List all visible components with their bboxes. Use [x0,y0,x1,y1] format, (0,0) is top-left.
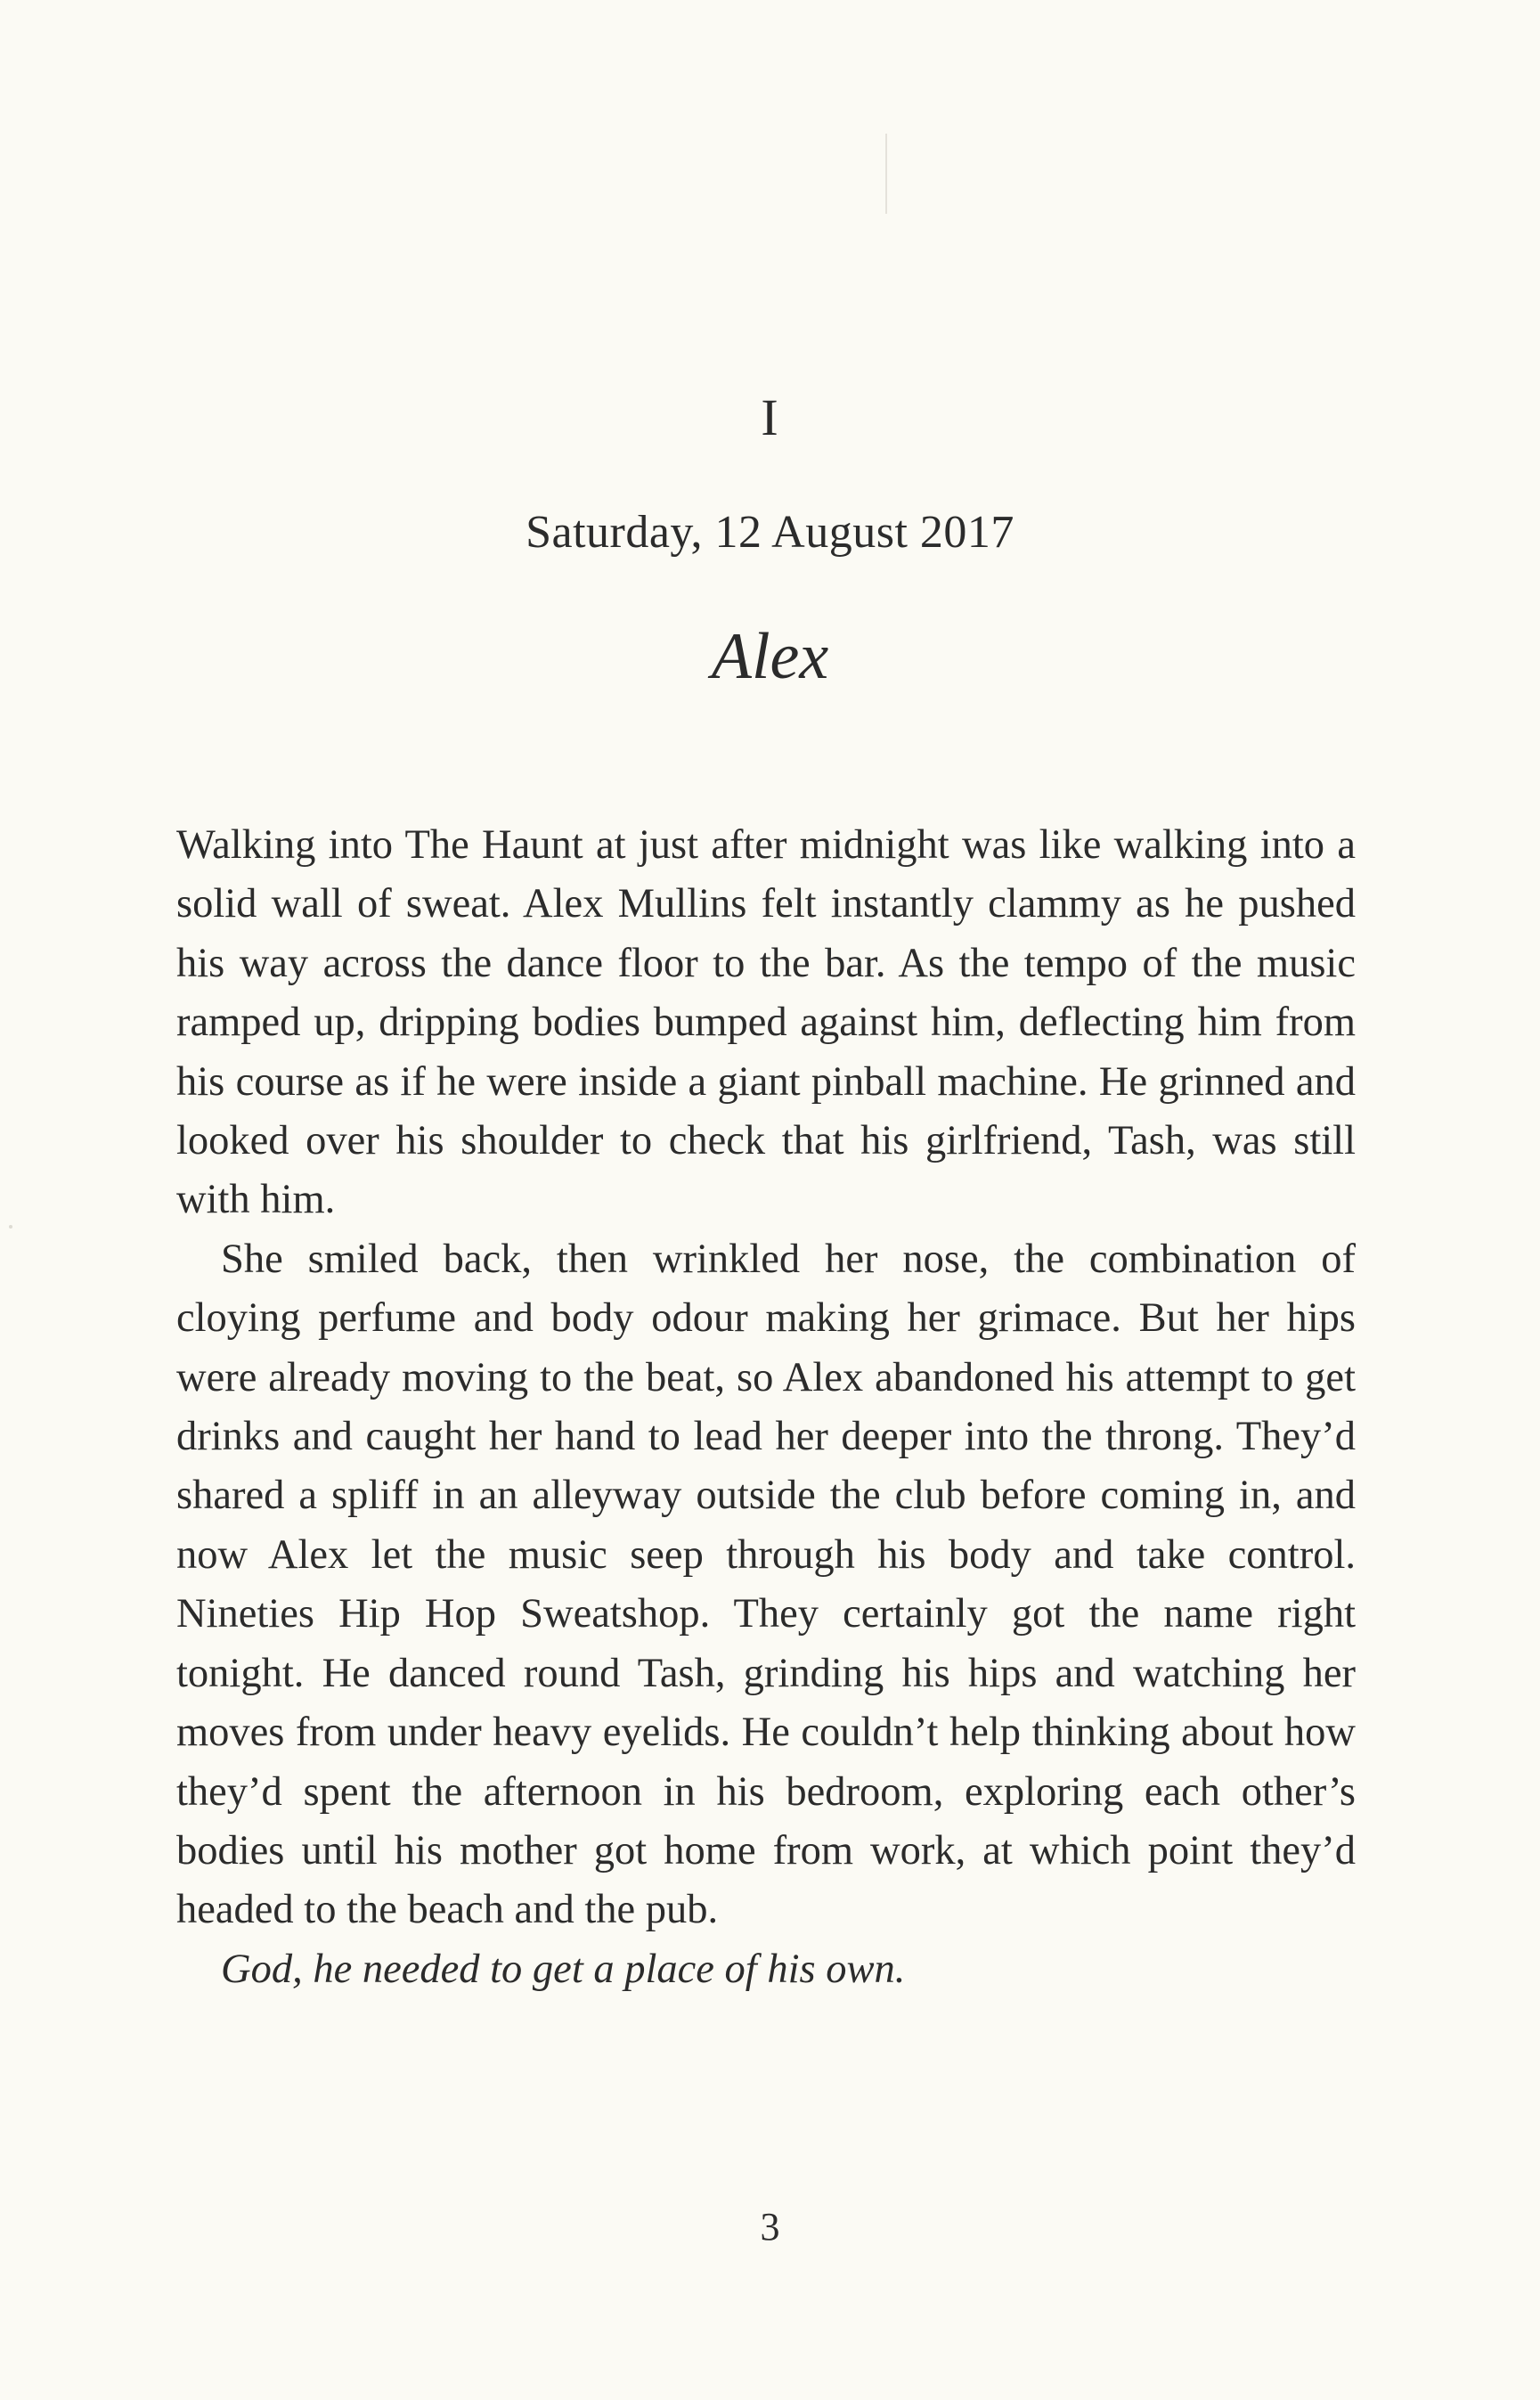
page-number: 3 [760,2205,780,2249]
italic-thought: God, he needed to get a place of his own. [221,1946,906,1992]
chapter-character-name: Alex [711,620,829,693]
scan-mark [9,1225,12,1229]
chapter-number: I [761,388,779,446]
chapter-date: Saturday, 12 August 2017 [526,507,1014,558]
paragraph: Walking into The Haunt at just after midnight was like walking into a solid wall of sweat. Alex Mullins felt instantly clammy as he pushed his way across the dance floor to the bar. As the tempo of the music ramped up, dripping bodies bumped against him, deflecting him from his course as if he were inside a giant pinball machine. He grinned and looked over his shoulder to check that his girlfriend, Tash, was still with him. [176,822,1356,1223]
scan-mark [885,134,887,214]
body-text [176,816,1356,1999]
paragraph: She smiled back, then wrinkled her nose, the combination of cloying perfume and body odour making her grimace. But her hips were already moving to the beat, so Alex abandoned his attempt to get drinks and caught her hand to lead her deeper into the throng. They’d shared a spliff in an alleyway outside the club before coming in, and now Alex let the music seep through his body and take control. Nineties Hip Hop Sweatshop. They certainly got the name right tonight. He danced round Tash, grinding his hips and watching her moves from under heavy eyelids. He couldn’t help thinking about how they’d spent the afternoon in his bedroom, exploring each other’s bodies until his mother got home from work, at which point they’d headed to the beach and the pub. [176,1236,1356,1933]
